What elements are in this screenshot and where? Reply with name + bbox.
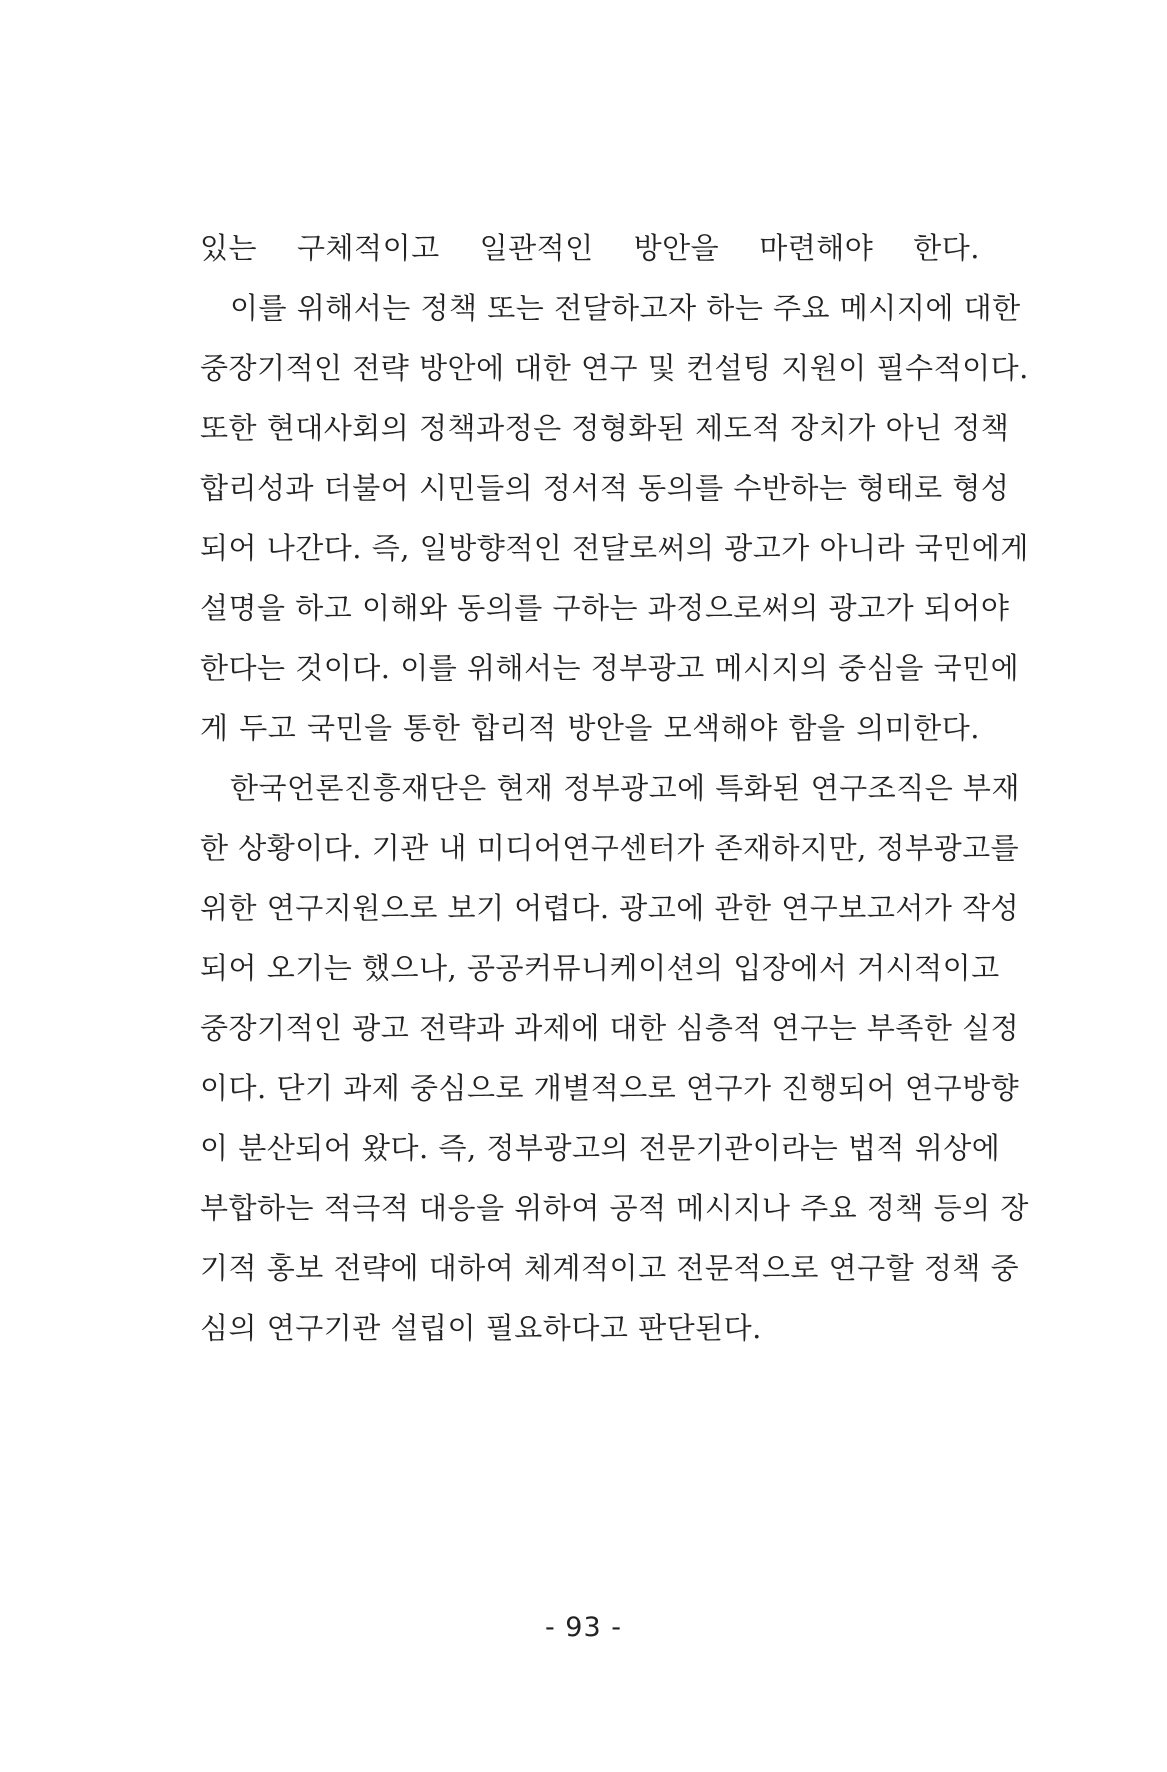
text-line-7: 설명을 하고 이해와 동의를 구하는 과정으로써의 광고가 되어야 — [200, 591, 1010, 625]
text-line-6: 되어 나간다. 즉, 일방향적인 전달로써의 광고가 아니라 국민에게 — [200, 531, 1029, 565]
text-line-13: 되어 오기는 했으나, 공공커뮤니케이션의 입장에서 거시적이고 — [200, 951, 1000, 985]
text-line-5: 합리성과 더불어 시민들의 정서적 동의를 수반하는 형태로 형성 — [200, 471, 1010, 505]
text-line-1: 있는 구체적이고 일관적인 방안을 마련해야 한다. — [200, 231, 980, 265]
text-line-8: 한다는 것이다. 이를 위해서는 정부광고 메시지의 중심을 국민에 — [200, 651, 1020, 685]
text-line-17: 부합하는 적극적 대응을 위하여 공적 메시지나 주요 정책 등의 장 — [200, 1191, 1029, 1225]
text-line-4: 또한 현대사회의 정책과정은 정형화된 제도적 장치가 아닌 정책 — [200, 411, 1010, 445]
text-line-16: 이 분산되어 왔다. 즉, 정부광고의 전문기관이라는 법적 위상에 — [200, 1131, 1001, 1165]
text-line-18: 기적 홍보 전략에 대하여 체계적이고 전문적으로 연구할 정책 중 — [200, 1251, 1020, 1285]
text-line-12: 위한 연구지원으로 보기 어렵다. 광고에 관한 연구보고서가 작성 — [200, 891, 1020, 925]
text-line-10: 한국언론진흥재단은 현재 정부광고에 특화된 연구조직은 부재 — [230, 771, 1020, 805]
text-line-19: 심의 연구기관 설립이 필요하다고 판단된다. — [200, 1311, 762, 1345]
text-line-3: 중장기적인 전략 방안에 대한 연구 및 컨설팅 지원이 필수적이다. — [200, 351, 1029, 385]
text-line-14: 중장기적인 광고 전략과 과제에 대한 심층적 연구는 부족한 실정 — [200, 1011, 1020, 1045]
text-line-9: 게 두고 국민을 통한 합리적 방안을 모색해야 함을 의미한다. — [200, 711, 980, 745]
text-line-11: 한 상황이다. 기관 내 미디어연구센터가 존재하지만, 정부광고를 — [200, 831, 1020, 865]
page-number: - 93 - — [544, 1612, 622, 1643]
text-line-2: 이를 위해서는 정책 또는 전달하고자 하는 주요 메시지에 대한 — [230, 291, 1021, 325]
body-text — [200, 218, 1029, 1358]
text-line-15: 이다. 단기 과제 중심으로 개별적으로 연구가 진행되어 연구방향 — [200, 1071, 1020, 1105]
